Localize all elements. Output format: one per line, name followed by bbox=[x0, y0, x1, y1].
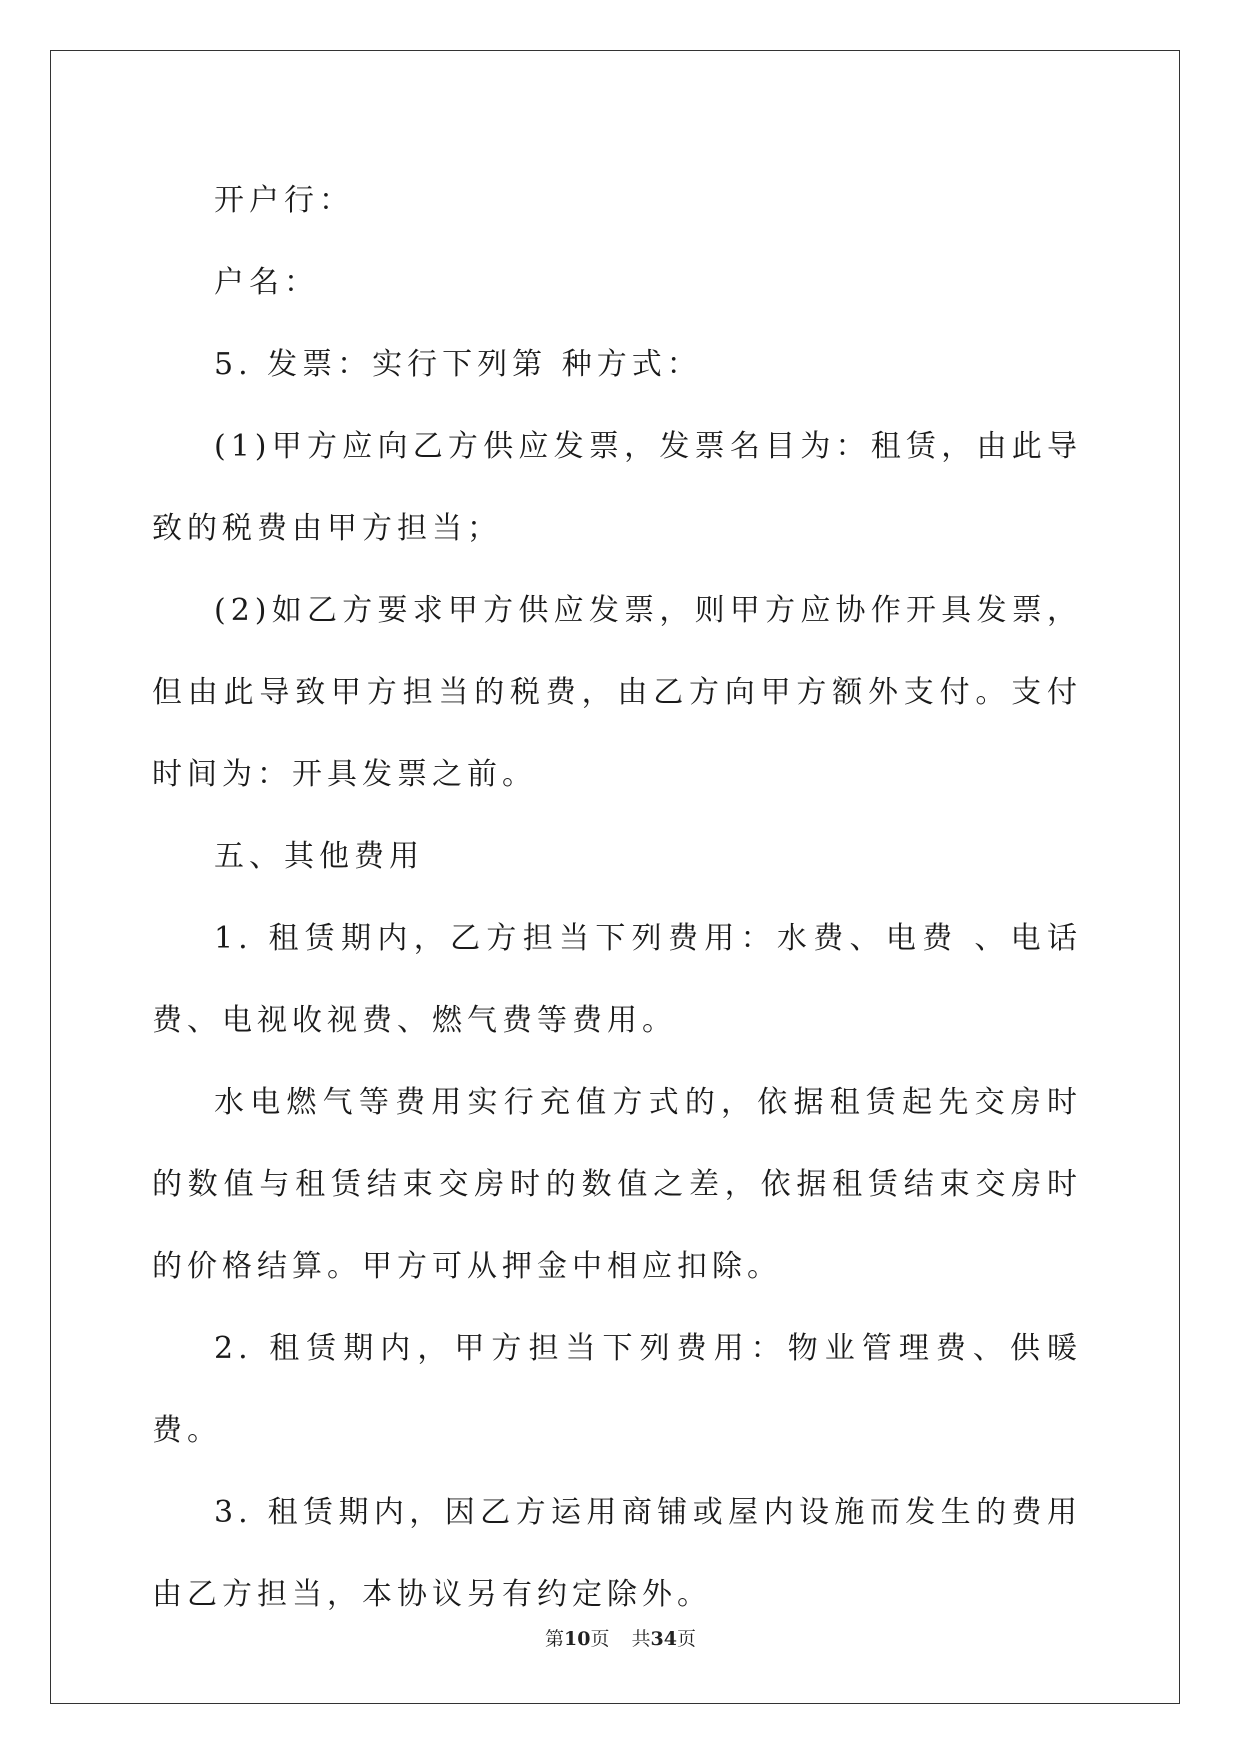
invoice-option-1: (1)甲方应向乙方供应发票，发票名目为：租赁，由此导致的税费由甲方担当； bbox=[152, 429, 1082, 546]
page-prefix: 第 bbox=[545, 1628, 565, 1650]
total-pages: 34 bbox=[650, 1628, 677, 1650]
page-footer bbox=[0, 1624, 1241, 1651]
invoice-option-2: (2)如乙方要求甲方供应发票，则甲方应协作开具发票，但由此导致甲方担当的税费，由乙方向甲方额外支付。支付时间为：开具发票之前。 bbox=[152, 593, 1082, 792]
bank-line: 开户行： bbox=[214, 183, 354, 218]
document-body bbox=[152, 160, 1082, 1636]
page-number: 10 bbox=[564, 1628, 591, 1650]
invoice-clause: 5. 发票：实行下列第 种方式： bbox=[214, 347, 702, 382]
total-prefix: 共 bbox=[631, 1628, 651, 1650]
fees-clause-3: 3. 租赁期内，因乙方运用商铺或屋内设施而发生的费用由乙方担当，本协议另有约定除外。 bbox=[152, 1495, 1082, 1612]
fees-clause-1: 1. 租赁期内，乙方担当下列费用：水费、电费 、电话费、电视收视费、燃气费等费用。 bbox=[152, 921, 1082, 1038]
total-suffix: 页 bbox=[676, 1628, 696, 1650]
utilities-paragraph: 水电燃气等费用实行充值方式的，依据租赁起先交房时的数值与租赁结束交房时的数值之差，依据租赁结束交房时的价格结算。甲方可从押金中相应扣除。 bbox=[152, 1085, 1082, 1284]
section-heading: 五、其他费用 bbox=[214, 839, 424, 874]
fees-clause-2: 2. 租赁期内，甲方担当下列费用：物业管理费、供暖费。 bbox=[152, 1331, 1082, 1448]
account-name-line: 户名： bbox=[214, 265, 319, 300]
page-suffix: 页 bbox=[590, 1628, 610, 1650]
